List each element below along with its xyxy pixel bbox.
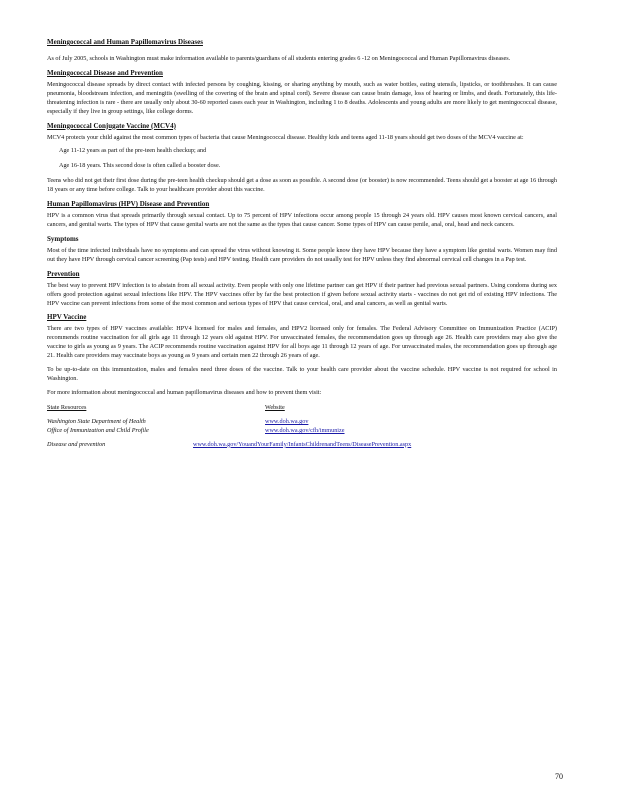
hpv-vaccine-paragraph-2: To be up-to-date on this immunization, males and females need three doses of the vaccine. Talk to your health care provider about the vaccine schedule. HPV vaccine is not required for school in Washington. bbox=[47, 366, 557, 382]
meningococcal-heading: Meningococcal Disease and Prevention bbox=[47, 68, 163, 77]
resource-row-wide bbox=[47, 441, 557, 450]
resources-header: State Resources bbox=[47, 403, 87, 411]
page-number: 70 bbox=[555, 772, 563, 781]
hpv-vaccine-paragraph: There are two types of HPV vaccines available: HPV4 licensed for males and females, and HPV2 licensed only for females. The Federal Advisory Committee on Immunization Practice (ACIP) recommends routine vaccination for all girls age 11 through 12 years old against HPV. For unvaccinated females, the recommendation goes up through age 26. Health care providers may also give the vaccine to girls as young as 9 years. The ACIP recommends routine vaccination against HPV for all boys age 11 through 12 years of age. For unvaccinated males, the recommendation goes up through age 21. Health care providers may vaccinate boys as young as 9 years and certain men 22 through 26 years of age. bbox=[47, 325, 557, 360]
mcv4-heading: Meningococcal Conjugate Vaccine (MCV4) bbox=[47, 121, 176, 130]
hpv-heading: Human Papillomavirus (HPV) Disease and Prevention bbox=[47, 200, 210, 209]
bullet-icon bbox=[47, 147, 59, 156]
prevention-heading: Prevention bbox=[47, 269, 80, 278]
prevention-paragraph: The best way to prevent HPV infection is to abstain from all sexual activity. Even people with only one lifetime partner can get HPV if their partner had previous sexual partners. Using condoms during sex offers good protection against sexual infections like HPV. The HPV vaccines offer by far the best protection if given before sexual activity starts - vaccines do not get rid of existing HPV infections. The HPV vaccine can prevent infections from some of the most common and serious types of HPV that cause cervical, oral, and anal cancers, as well as genital warts. bbox=[47, 281, 557, 307]
symptoms-heading: Symptoms bbox=[47, 234, 79, 243]
bullet-icon bbox=[47, 162, 59, 171]
resources-table bbox=[47, 404, 557, 456]
resource-link[interactable]: www.doh.wa.gov/cfh/immunize bbox=[265, 426, 345, 434]
resource-link[interactable]: www.doh.wa.gov/YouandYourFamily/InfantsChildrenandTeens/DiseasePrevention.aspx bbox=[193, 440, 412, 448]
hpv-paragraph: HPV is a common virus that spreads primarily through sexual contact. Up to 75 percent of HPV infections occur among people 15 through 24 years old. HPV causes most known cervical cancers, anal cancers, and genital warts. The types of HPV that cause genital warts are not the same as the types that cause cancer. Some types of HPV can cause penile, anal, oral, head and neck cancers. bbox=[47, 212, 557, 228]
mcv4-paragraph: MCV4 protects your child against the most common types of bacteria that cause Meningococcal disease. Healthy kids and teens aged 11-18 years should get two doses of the MCV4 vaccine at: bbox=[47, 133, 524, 141]
resource-link[interactable]: www.doh.wa.gov bbox=[265, 418, 309, 426]
hpv-vaccine-heading: HPV Vaccine bbox=[47, 313, 87, 322]
symptoms-paragraph: Most of the time infected individuals have no symptoms and can spread the virus without knowing it. Some people know they have HPV because they have a symptom like genital warts. Women may find out they have HPV through cervical cancer screening (Pap tests) and HPV testing. Health care providers do not usually test for HPV unless they find abnormal cervical cell changes in a Pap test. bbox=[47, 246, 557, 263]
meningococcal-paragraph: Meningococcal disease spreads by direct contact with infected persons by coughing, kissing, or sharing anything by mouth, such as water bottles, eating utensils, lipsticks, or toothbrushes. It can cause pneumonia, bloodstream infection, and meningitis (swelling of the covering of the brain and spinal cord). Severe disease can cause brain damage, loss of hearing or limbs, and death. Fortunately, this life-threatening infection is rare - there are usually only about 30-60 reported cases each year in Washington, including 1 to 8 deaths. Adolescents and young adults are more likely to get meningococcal disease, especially if they live in group settings, like college dorms. bbox=[47, 80, 557, 115]
resource-name: Disease and prevention bbox=[47, 440, 106, 448]
mcv4-bullet-1 bbox=[47, 147, 557, 156]
resource-name: Office of Immunization and Child Profile bbox=[47, 426, 149, 434]
bullet-text: Age 11-12 years as part of the pre-teen health checkup; and bbox=[59, 147, 207, 155]
more-info-paragraph: For more information about meningococcal and human papillomavirus diseases and how to prevent them visit: bbox=[47, 388, 322, 396]
mcv4-paragraph-2: Teens who did not get their first dose during the pre-teen health checkup should get a dose as soon as possible. A second dose (or booster) is now recommended. Teens should get a booster at age 16 through 18 years or any time before college. Talk to your healthcare provider about this vaccine. bbox=[47, 177, 557, 194]
resources-col-websites bbox=[265, 404, 345, 436]
document-page bbox=[47, 36, 557, 456]
mcv4-bullet-2 bbox=[47, 162, 557, 171]
intro-paragraph: As of July 2005, schools in Washington must make information available to parents/guardians of all students entering grades 6 -12 on Meningococcal and Human Papillomavirus diseases. bbox=[47, 55, 511, 62]
document-title: Meningococcal and Human Papillomavirus Diseases bbox=[47, 38, 203, 46]
bullet-text: Age 16-18 years. This second dose is often called a booster dose. bbox=[59, 162, 221, 170]
resource-name: Washington State Department of Health bbox=[47, 418, 146, 426]
website-header: Website bbox=[265, 403, 285, 411]
resources-col-names bbox=[47, 404, 247, 436]
